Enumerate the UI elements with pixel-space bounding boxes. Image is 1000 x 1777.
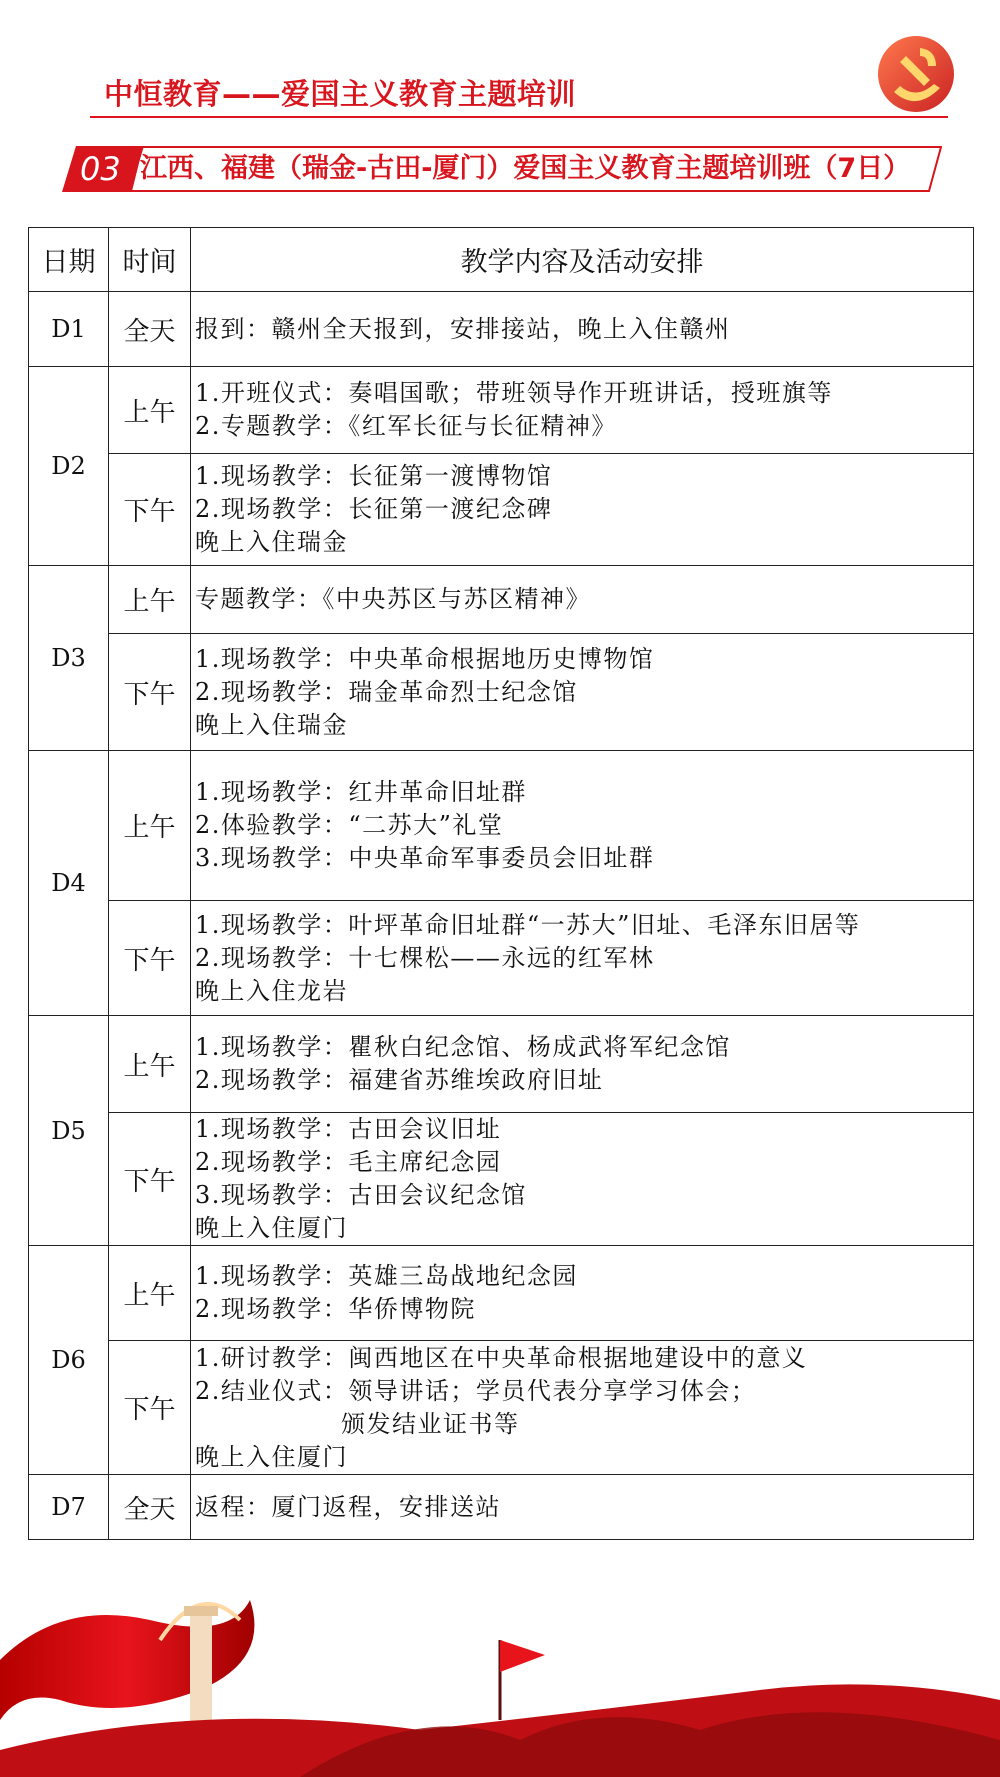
brand-divider <box>90 116 948 118</box>
day-cell: D4 <box>29 751 109 1016</box>
content-line: 2.专题教学：《红军长征与长征精神》 <box>195 412 617 440</box>
table-row <box>29 1113 974 1246</box>
day-cell: D5 <box>29 1016 109 1246</box>
section-number: 03 <box>80 150 121 188</box>
content-line: 1.现场教学：古田会议旧址 <box>195 1115 502 1143</box>
content-line: 1.现场教学：瞿秋白纪念馆、杨成武将军纪念馆 <box>195 1033 731 1061</box>
day-cell: D1 <box>29 292 109 367</box>
content-cell <box>191 901 974 1016</box>
table-row <box>29 1246 974 1341</box>
content-line: 晚上入住厦门 <box>195 1442 348 1471</box>
schedule-body <box>29 292 974 1540</box>
content-cell <box>191 566 974 634</box>
content-line: 1.开班仪式：奏唱国歌；带班领导作开班讲话，授班旗等 <box>195 379 833 407</box>
brand-title: 中恒教育——爱国主义教育主题培训 <box>104 77 577 111</box>
content-cell <box>191 367 974 454</box>
content-line: 1.现场教学：叶坪革命旧址群“一苏大”旧址、毛泽东旧居等 <box>195 910 861 939</box>
content-line: 1.现场教学：中央革命根据地历史博物馆 <box>195 644 655 673</box>
content-line: 2.结业仪式：领导讲话；学员代表分享学习体会； <box>195 1376 757 1405</box>
content-line: 晚上入住瑞金 <box>195 710 348 739</box>
content-line: 专题教学：《中央苏区与苏区精神》 <box>195 585 591 613</box>
content-line: 2.现场教学：十七棵松——永远的红军林 <box>195 943 655 972</box>
header-day: 日期 <box>29 228 109 292</box>
page-title: 江西、福建（瑞金-古田-厦门）爱国主义教育主题培训班（7日） <box>140 153 911 184</box>
content-line: 1.研讨教学：闽西地区在中央革命根据地建设中的意义 <box>195 1343 808 1372</box>
content-cell <box>191 1341 974 1475</box>
content-line: 晚上入住厦门 <box>195 1214 348 1242</box>
content-line: 颁发结业证书等 <box>341 1409 520 1438</box>
time-cell: 上午 <box>109 751 191 901</box>
table-row <box>29 454 974 566</box>
content-cell <box>191 1113 974 1246</box>
content-line: 1.现场教学：红井革命旧址群 <box>195 778 527 806</box>
time-cell: 上午 <box>109 566 191 634</box>
day-cell: D7 <box>29 1475 109 1540</box>
schedule-table <box>28 227 974 1540</box>
content-cell <box>191 634 974 751</box>
table-row <box>29 1475 974 1540</box>
decorative-banner <box>0 1580 1000 1777</box>
table-row <box>29 751 974 901</box>
content-line: 2.现场教学：华侨博物院 <box>195 1295 476 1323</box>
content-cell <box>191 1016 974 1113</box>
time-cell: 下午 <box>109 1341 191 1475</box>
table-row <box>29 292 974 367</box>
content-line: 1.现场教学：英雄三岛战地纪念园 <box>195 1262 578 1290</box>
table-row <box>29 566 974 634</box>
table-row <box>29 367 974 454</box>
table-row <box>29 1016 974 1113</box>
time-cell: 全天 <box>109 292 191 367</box>
header-time: 时间 <box>109 228 191 292</box>
content-line: 晚上入住瑞金 <box>195 528 348 556</box>
content-line: 2.现场教学：长征第一渡纪念碑 <box>195 495 553 523</box>
table-row <box>29 901 974 1016</box>
content-line: 2.体验教学：“二苏大”礼堂 <box>195 811 504 839</box>
content-cell <box>191 454 974 566</box>
content-cell <box>191 1475 974 1540</box>
day-cell: D6 <box>29 1246 109 1475</box>
content-line: 3.现场教学：中央革命军事委员会旧址群 <box>195 844 655 872</box>
content-line: 返程：厦门返程，安排送站 <box>195 1492 501 1521</box>
time-cell: 下午 <box>109 454 191 566</box>
content-line: 晚上入住龙岩 <box>195 976 348 1005</box>
content-line: 2.现场教学：瑞金革命烈士纪念馆 <box>195 677 578 706</box>
day-cell: D2 <box>29 367 109 566</box>
content-cell <box>191 1246 974 1341</box>
time-cell: 上午 <box>109 1246 191 1341</box>
content-line: 报到：赣州全天报到，安排接站，晚上入住赣州 <box>195 314 731 343</box>
party-emblem-icon <box>870 30 962 122</box>
table-row <box>29 1341 974 1475</box>
time-cell: 上午 <box>109 1016 191 1113</box>
time-cell: 下午 <box>109 634 191 751</box>
time-cell: 下午 <box>109 1113 191 1246</box>
header-content: 教学内容及活动安排 <box>191 228 974 292</box>
content-line: 2.现场教学：毛主席纪念园 <box>195 1148 502 1176</box>
content-cell <box>191 292 974 367</box>
time-cell: 下午 <box>109 901 191 1016</box>
content-cell <box>191 751 974 901</box>
table-row <box>29 634 974 751</box>
content-line: 1.现场教学：长征第一渡博物馆 <box>195 462 553 490</box>
table-header-row <box>29 228 974 292</box>
day-cell: D3 <box>29 566 109 751</box>
time-cell: 上午 <box>109 367 191 454</box>
time-cell: 全天 <box>109 1475 191 1540</box>
content-line: 3.现场教学：古田会议纪念馆 <box>195 1181 527 1209</box>
content-line: 2.现场教学：福建省苏维埃政府旧址 <box>195 1066 604 1094</box>
